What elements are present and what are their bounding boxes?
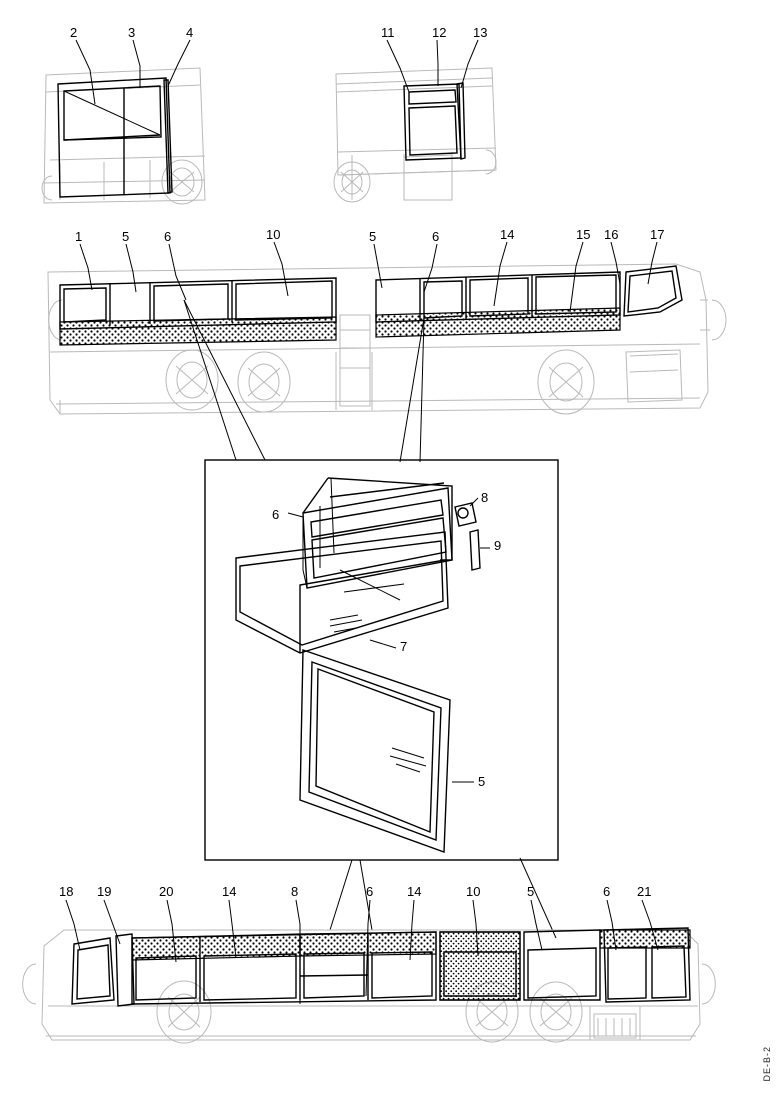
callout-box-7: 7 [400,639,408,654]
callout-lower-20: 20 [159,884,174,899]
sheet-code: DE-B-2 [762,1046,772,1082]
callout-upper-16: 16 [604,227,619,242]
upper-bus-side-view [48,242,726,462]
callout-lower-5: 5 [527,884,535,899]
lower-bus-side-view [23,900,716,1043]
callout-lower-14a: 14 [222,884,237,899]
detail-top-left [42,40,205,204]
callout-lower-6b: 6 [603,884,611,899]
callout-lower-19: 19 [97,884,112,899]
callout-box-6: 6 [272,507,280,522]
callout-box-8: 8 [481,490,489,505]
callout-lower-10: 10 [466,884,481,899]
exploded-assembly-box [205,460,558,938]
callout-upper-6b: 6 [432,229,440,244]
callout-4: 4 [186,25,194,40]
callout-upper-14: 14 [500,227,515,242]
callout-2: 2 [70,25,78,40]
detail-top-right [334,40,496,202]
callout-11: 11 [381,25,395,40]
callout-lower-18: 18 [59,884,74,899]
callout-13: 13 [473,25,488,40]
callout-upper-5b: 5 [369,229,377,244]
callout-upper-17: 17 [650,227,665,242]
callout-lower-8: 8 [291,884,299,899]
callout-lower-14b: 14 [407,884,422,899]
callout-upper-5a: 5 [122,229,130,244]
callout-box-5: 5 [478,774,486,789]
callout-upper-10: 10 [266,227,281,242]
callout-box-9: 9 [494,538,502,553]
callout-lower-6a: 6 [366,884,374,899]
callout-12: 12 [432,25,447,40]
callout-lower-21: 21 [637,884,652,899]
callout-3: 3 [128,25,136,40]
callout-upper-15: 15 [576,227,591,242]
callout-upper-6a: 6 [164,229,172,244]
callout-upper-1: 1 [75,229,83,244]
